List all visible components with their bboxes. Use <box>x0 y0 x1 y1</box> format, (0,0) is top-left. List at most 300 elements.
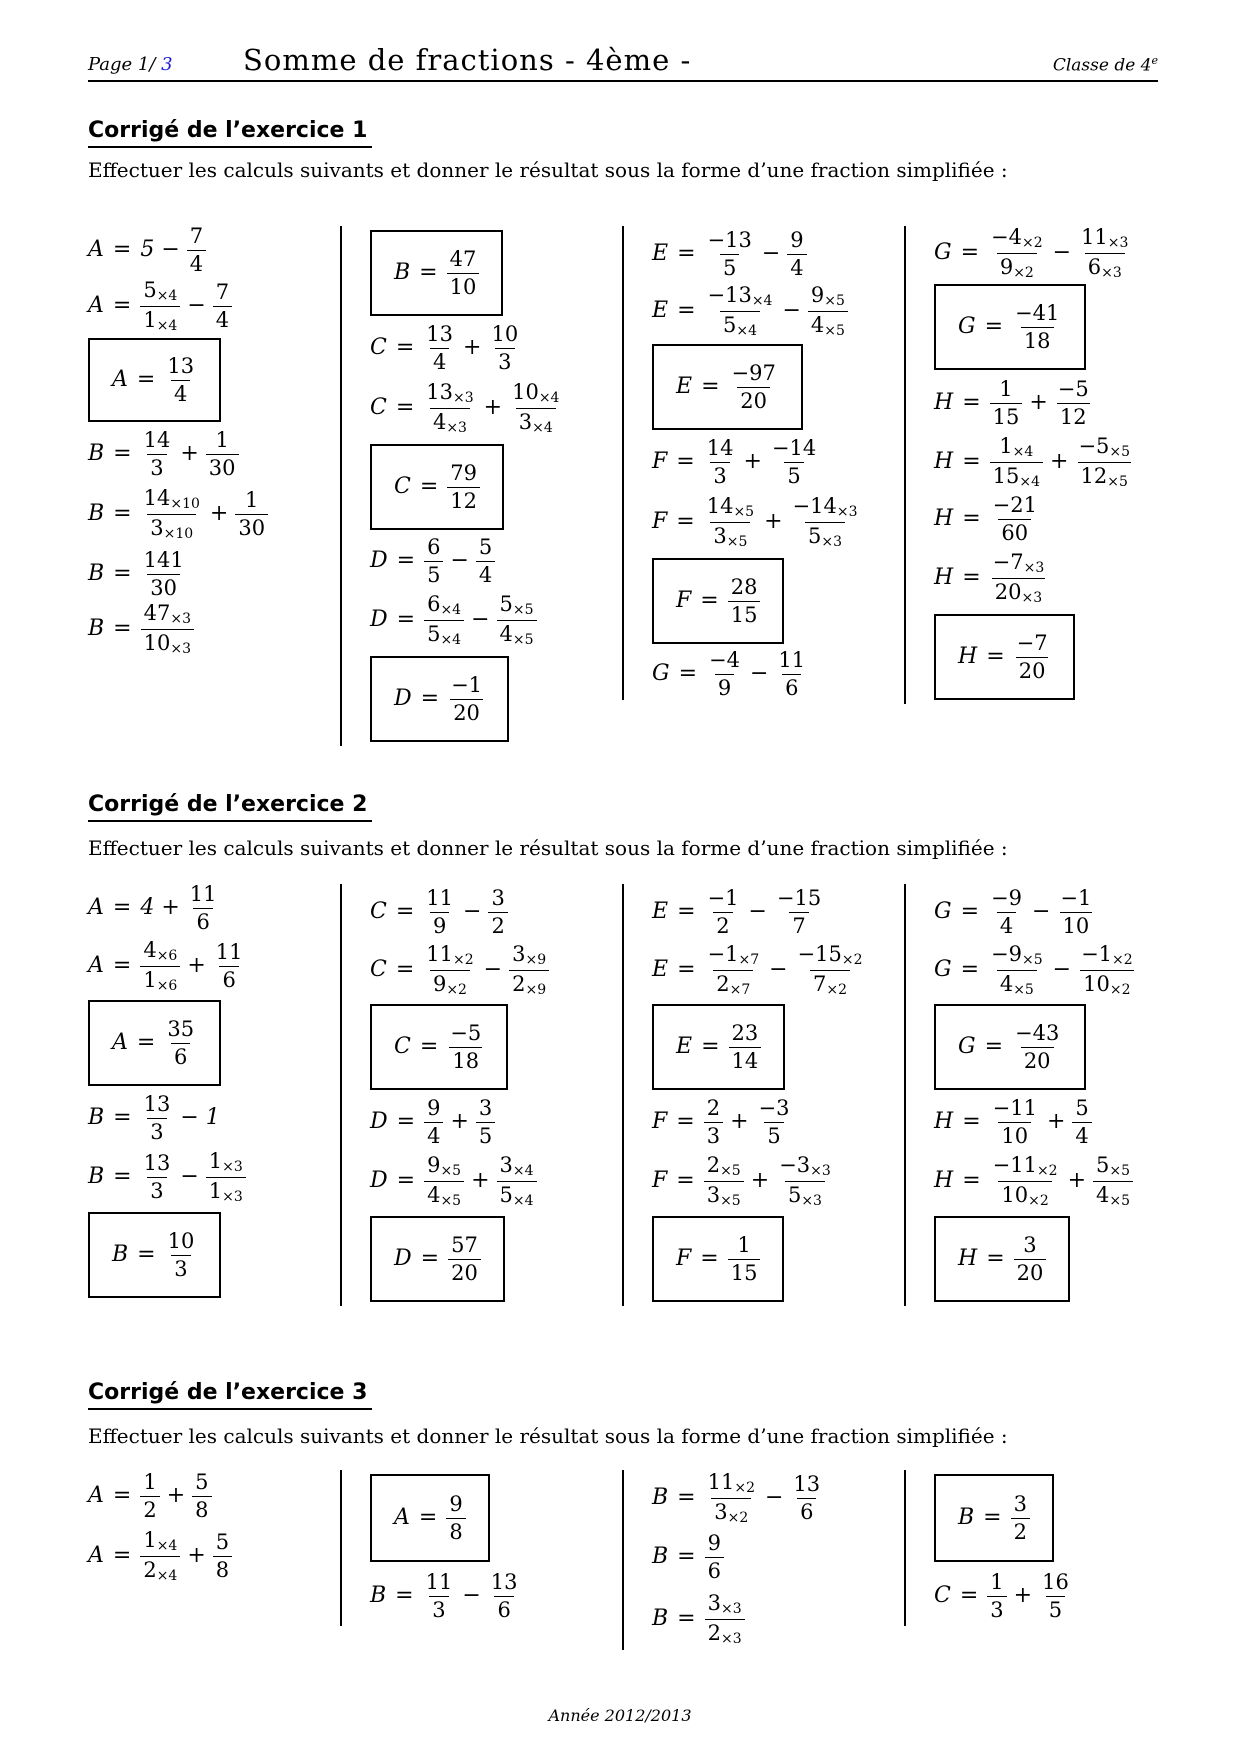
numerator <box>990 549 1048 578</box>
variable-name: A <box>88 953 104 978</box>
fraction <box>192 1469 211 1522</box>
numerator-value: 11 <box>426 885 454 910</box>
numerator-value: 47 <box>143 600 171 625</box>
denominator <box>713 912 732 937</box>
numerator <box>141 485 203 514</box>
denominator <box>998 1122 1031 1147</box>
numerator-value: 23 <box>731 1020 759 1045</box>
numerator <box>446 1491 465 1518</box>
equals-sign: = <box>960 240 980 265</box>
numerator <box>447 1020 484 1047</box>
variable-name: D <box>370 548 388 573</box>
numerator <box>447 460 480 487</box>
numerator-multiplier: ×2 <box>1036 1162 1058 1179</box>
numerator <box>187 223 206 250</box>
denominator <box>140 966 180 993</box>
denominator <box>430 970 470 997</box>
numerator <box>729 360 779 387</box>
numerator <box>476 1095 495 1122</box>
denominator <box>430 348 449 373</box>
calc-step <box>88 546 346 602</box>
denominator <box>1060 912 1093 937</box>
variable-name: F <box>676 1246 692 1271</box>
numerator <box>1057 885 1094 912</box>
denominator-value: 20 <box>1023 1048 1051 1073</box>
denominator-value: 6 <box>196 909 210 934</box>
denominator <box>729 1047 762 1072</box>
denominator <box>147 574 180 599</box>
denominator-value: 6 <box>707 1558 721 1583</box>
denominator <box>1093 1181 1133 1208</box>
denominator-value: 12 <box>450 488 478 513</box>
numerator <box>424 591 464 620</box>
fraction <box>140 937 180 994</box>
numerator <box>988 941 1046 970</box>
fraction <box>990 549 1048 606</box>
fraction <box>988 885 1025 938</box>
numerator-value: 14 <box>706 493 734 518</box>
operator: − <box>483 957 503 982</box>
numerator <box>164 353 197 380</box>
fraction <box>424 1152 464 1209</box>
numerator <box>206 1148 246 1177</box>
fraction <box>497 1152 537 1209</box>
denominator-value: 4 <box>432 409 447 434</box>
equals-sign: = <box>986 644 1005 669</box>
denominator-value: 10 <box>1062 913 1090 938</box>
equals-sign: = <box>962 1168 981 1193</box>
numerator-value: −11 <box>992 1152 1037 1177</box>
numerator-value: −5 <box>450 1020 482 1045</box>
operator: + <box>1050 449 1069 474</box>
calc-step <box>370 884 600 940</box>
denominator-value: 9 <box>999 254 1014 279</box>
numerator <box>141 427 174 454</box>
denominator-value: 5 <box>722 255 737 280</box>
denominator-value: 14 <box>731 1048 759 1073</box>
numerator-value: 9 <box>810 282 825 307</box>
variable-name: H <box>934 449 954 474</box>
denominator-value: 8 <box>449 1519 463 1544</box>
numerator <box>141 1150 174 1177</box>
denominator-value: 4 <box>427 1182 441 1207</box>
equals-sign: = <box>677 241 696 266</box>
variable-name: H <box>934 506 954 531</box>
fraction <box>728 1232 761 1285</box>
denominator-value: 3 <box>714 1499 728 1524</box>
equals-sign: = <box>984 314 1004 339</box>
denominator-value: 20 <box>994 579 1022 604</box>
denominator-multiplier: ×4 <box>156 1567 178 1584</box>
variable-name: A <box>88 293 104 318</box>
numerator <box>476 534 495 561</box>
variable-name: G <box>958 314 976 339</box>
variable-name: H <box>934 565 954 590</box>
denominator-value: 6 <box>222 967 236 992</box>
variable-name: H <box>934 1168 954 1193</box>
page-number <box>88 54 173 75</box>
denominator-value: 20 <box>453 700 480 725</box>
fraction <box>509 941 549 998</box>
variable-name: E <box>676 374 693 399</box>
calc-step <box>88 222 346 278</box>
variable-name: E <box>652 298 669 323</box>
fraction <box>705 282 776 339</box>
denominator <box>140 306 180 333</box>
numerator-value: 13 <box>793 1471 821 1496</box>
denominator <box>447 273 480 298</box>
denominator-value: 18 <box>452 1048 480 1073</box>
denominator <box>1046 1596 1065 1621</box>
result-box <box>652 344 803 430</box>
operator: + <box>1067 1168 1087 1193</box>
fraction <box>756 1095 793 1148</box>
denominator-multiplier: ×4 <box>440 631 462 648</box>
fraction <box>769 435 819 488</box>
denominator-multiplier: ×3 <box>1021 589 1043 606</box>
numerator <box>1039 1569 1072 1596</box>
numerator-value: 2 <box>706 1095 721 1120</box>
variable-name: G <box>958 1034 976 1059</box>
numerator-value: −9 <box>991 885 1022 910</box>
operator: − <box>748 899 767 924</box>
fraction <box>488 885 507 938</box>
numerator-multiplier: ×3 <box>170 610 191 627</box>
denominator-value: 3 <box>713 463 727 488</box>
result-box <box>934 1474 1054 1562</box>
denominator-multiplier: ×3 <box>821 533 842 550</box>
calc-step <box>88 426 346 482</box>
operator: + <box>1013 1583 1033 1608</box>
calc-step <box>88 482 346 546</box>
denominator-value: 7 <box>813 971 827 996</box>
denominator <box>797 1498 816 1523</box>
numerator <box>704 493 757 522</box>
numerator <box>423 885 456 912</box>
numerator <box>988 885 1025 912</box>
fraction <box>776 1152 834 1209</box>
variable-name: F <box>652 449 668 474</box>
fraction <box>488 1569 521 1622</box>
equals-sign: = <box>962 565 981 590</box>
numerator-value: 2 <box>706 1152 721 1177</box>
numerator-value: −1 <box>1081 941 1113 966</box>
fraction <box>448 1232 481 1285</box>
denominator <box>990 462 1043 489</box>
calc-step <box>370 376 600 440</box>
denominator-multiplier: ×5 <box>1107 473 1128 490</box>
page-total-link[interactable]: 3 <box>161 54 173 75</box>
numerator-value: 11 <box>215 939 243 964</box>
denominator <box>476 1122 495 1147</box>
calc-step <box>934 374 1164 432</box>
numerator-multiplier: ×2 <box>1112 951 1133 968</box>
calc-step <box>934 1150 1164 1212</box>
equals-sign: = <box>962 390 981 415</box>
integer-term: 5 <box>140 237 155 262</box>
equals-sign: = <box>419 1034 439 1059</box>
fraction <box>704 435 737 488</box>
variable-name: G <box>934 899 952 924</box>
variable-name: F <box>652 1168 668 1193</box>
denominator <box>715 674 734 699</box>
operator: + <box>180 441 199 466</box>
fraction <box>728 574 761 627</box>
variable-name: F <box>652 1109 668 1134</box>
variable-name: F <box>676 588 692 613</box>
operator: − <box>180 1105 199 1130</box>
numerator <box>1012 300 1062 327</box>
denominator <box>516 408 556 435</box>
denominator-value: 3 <box>713 523 727 548</box>
denominator <box>147 1177 166 1202</box>
variable-name: B <box>652 1606 669 1631</box>
equals-sign: = <box>701 374 720 399</box>
fraction <box>705 1469 758 1526</box>
numerator-value: 14 <box>143 485 171 510</box>
operator: − <box>782 298 801 323</box>
numerator-multiplier: ×9 <box>525 951 547 968</box>
equals-sign: = <box>960 899 980 924</box>
numerator-value: 14 <box>143 427 171 452</box>
denominator-value: 3 <box>150 1119 164 1144</box>
equals-sign: = <box>677 298 696 323</box>
operator: − <box>764 1485 784 1510</box>
denominator <box>206 454 239 479</box>
numerator <box>787 227 806 254</box>
denominator <box>713 970 753 997</box>
fraction <box>1012 1020 1062 1073</box>
result-box <box>370 656 509 742</box>
numerator-value: 1 <box>999 433 1013 458</box>
operator: + <box>463 335 482 360</box>
numerator-value: 3 <box>478 1095 493 1120</box>
page-header <box>88 40 1158 82</box>
denominator-value: 4 <box>432 349 447 374</box>
denominator-multiplier: ×3 <box>222 1188 243 1205</box>
numerator-value: −3 <box>779 1152 811 1177</box>
denominator-value: 1 <box>143 967 157 992</box>
numerator-value: −5 <box>1057 376 1089 401</box>
operator: − <box>1031 899 1051 924</box>
denominator <box>720 311 760 338</box>
numerator <box>704 435 737 462</box>
fraction <box>1078 941 1136 998</box>
denominator <box>1021 1047 1054 1072</box>
denominator-value: 5 <box>499 1182 513 1207</box>
fraction <box>423 321 456 374</box>
operator: − <box>161 237 180 262</box>
fraction <box>213 279 232 332</box>
denominator <box>497 620 537 647</box>
operator: + <box>166 1483 186 1508</box>
denominator-value: 15 <box>730 1260 758 1285</box>
equals-sign: = <box>137 1242 156 1267</box>
fraction <box>705 885 742 938</box>
equals-sign: = <box>986 1246 1005 1271</box>
denominator <box>1078 462 1131 489</box>
denominator <box>1057 403 1090 428</box>
variable-name: B <box>88 1105 105 1130</box>
denominator <box>1072 1122 1091 1147</box>
numerator-value: 14 <box>706 435 734 460</box>
numerator-value: 9 <box>707 1530 721 1555</box>
denominator <box>424 1181 464 1208</box>
operator: + <box>450 1109 469 1134</box>
denominator-value: 3 <box>518 409 533 434</box>
numerator <box>164 1016 197 1043</box>
fraction <box>141 427 174 480</box>
denominator <box>997 253 1037 280</box>
denominator <box>1021 327 1054 352</box>
denominator <box>1011 1518 1030 1543</box>
fraction <box>447 246 480 299</box>
numerator <box>423 941 476 970</box>
numerator-value: 11 <box>189 881 217 906</box>
result-box <box>370 1474 490 1562</box>
exercise-3-title: Corrigé de l’exercice 3 <box>88 1378 372 1410</box>
operator: + <box>730 1109 749 1134</box>
denominator <box>424 1122 443 1147</box>
numerator-multiplier: ×3 <box>222 1158 243 1175</box>
variable-name: B <box>88 1164 105 1189</box>
numerator <box>187 881 220 908</box>
denominator-value: 4 <box>215 307 230 332</box>
operator: + <box>743 449 762 474</box>
denominator-value: 2 <box>143 1557 157 1582</box>
numerator <box>1072 1095 1091 1122</box>
denominator-value: 6 <box>497 1597 511 1622</box>
numerator-value: 11 <box>426 941 454 966</box>
denominator-value: 4 <box>478 562 493 587</box>
denominator-multiplier: ×9 <box>525 981 547 998</box>
numerator <box>705 1469 758 1498</box>
denominator-multiplier: ×5 <box>1013 981 1034 998</box>
numerator <box>1012 1020 1062 1047</box>
result-box <box>652 1004 785 1090</box>
variable-name: B <box>652 1544 669 1569</box>
numerator-value: 11 <box>1081 224 1108 249</box>
numerator-value: −15 <box>797 941 842 966</box>
equals-sign: = <box>419 260 438 285</box>
operator: − <box>471 607 490 632</box>
denominator-value: 3 <box>150 1178 164 1203</box>
operator: + <box>209 501 229 526</box>
fraction <box>476 534 495 587</box>
denominator <box>1080 970 1133 997</box>
equals-sign: = <box>113 1105 132 1130</box>
numerator-multiplier: ×5 <box>512 601 534 618</box>
ex3-column-1 <box>88 1466 346 1586</box>
equals-sign: = <box>112 1543 132 1568</box>
numerator-multiplier: ×4 <box>751 292 773 309</box>
numerator-value: −9 <box>991 941 1022 966</box>
numerator-value: 1 <box>143 1469 157 1494</box>
exercise-2-instruction: Effectuer les calculs suivants et donner le résultat sous la forme d’une fraction simplifiée : <box>88 836 1008 860</box>
denominator-multiplier: ×4 <box>1019 473 1040 490</box>
denominator-value: 10 <box>1001 1123 1029 1148</box>
denominator <box>992 578 1045 605</box>
denominator-value: 10 <box>449 274 477 299</box>
numerator <box>141 600 194 629</box>
equals-sign: = <box>677 899 696 924</box>
numerator <box>728 574 761 601</box>
denominator-value: 5 <box>478 1123 493 1148</box>
fraction <box>990 492 1040 545</box>
denominator <box>488 912 507 937</box>
calc-step <box>934 1566 1164 1626</box>
operator: + <box>1046 1109 1066 1134</box>
variable-name: D <box>394 686 412 711</box>
denominator <box>789 912 808 937</box>
denominator-multiplier: ×5 <box>512 631 534 648</box>
equals-sign: = <box>960 957 980 982</box>
numerator-value: 5 <box>195 1469 209 1494</box>
numerator-value: −1 <box>707 885 739 910</box>
equals-sign: = <box>418 1505 438 1530</box>
numerator-value: −41 <box>1015 300 1060 325</box>
denominator <box>997 912 1016 937</box>
numerator <box>705 1530 724 1557</box>
result-box <box>370 1004 508 1090</box>
calc-step <box>652 226 882 282</box>
fraction <box>235 487 268 540</box>
calc-step <box>88 1090 346 1146</box>
calc-step <box>88 278 346 334</box>
variable-name: A <box>88 237 104 262</box>
equals-sign: = <box>136 1030 156 1055</box>
numerator-value: −97 <box>731 360 776 385</box>
numerator-multiplier: ×2 <box>734 1479 755 1496</box>
numerator-multiplier: ×5 <box>733 503 755 520</box>
denominator <box>810 970 850 997</box>
numerator <box>756 1095 793 1122</box>
denominator <box>998 1181 1051 1208</box>
variable-name: C <box>370 899 387 924</box>
numerator-value: −7 <box>1016 630 1048 655</box>
denominator <box>737 387 770 412</box>
denominator <box>447 487 480 512</box>
denominator-value: 5 <box>427 562 441 587</box>
equals-sign: = <box>113 501 132 526</box>
variable-name: C <box>370 395 387 420</box>
denominator <box>764 1122 783 1147</box>
numerator-value: 28 <box>730 574 758 599</box>
denominator <box>235 514 268 539</box>
fraction <box>729 360 779 413</box>
ex2-column-2 <box>340 884 600 1306</box>
fraction <box>787 227 806 280</box>
numerator <box>1075 433 1133 462</box>
numerator-value: 3 <box>1013 1491 1027 1516</box>
calc-step <box>370 588 600 652</box>
calc-step <box>652 1150 882 1212</box>
fraction <box>705 227 755 280</box>
variable-name: A <box>88 895 104 920</box>
calc-step <box>88 880 346 936</box>
calc-step <box>652 1470 882 1526</box>
result-box <box>88 338 221 422</box>
numerator-multiplier: ×2 <box>453 951 474 968</box>
numerator-value: 79 <box>450 460 478 485</box>
numerator <box>729 1020 762 1047</box>
fraction <box>164 1016 197 1069</box>
denominator-value: 30 <box>238 515 266 540</box>
denominator <box>430 912 449 937</box>
variable-name: A <box>88 1543 104 1568</box>
denominator-value: 30 <box>208 455 236 480</box>
fraction <box>423 885 456 938</box>
